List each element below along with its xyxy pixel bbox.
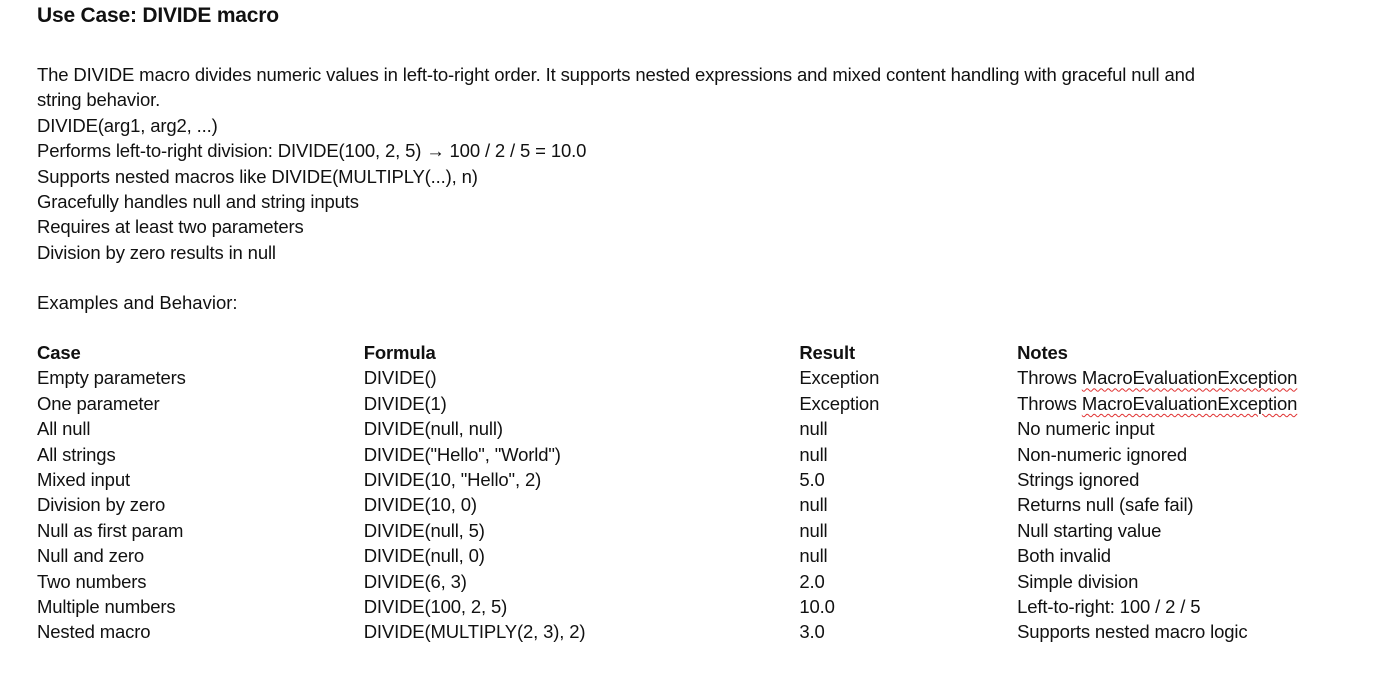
cell-formula: DIVIDE(1) xyxy=(363,392,447,414)
cell-notes: Returns null (safe fail) xyxy=(1017,494,1194,516)
cell-result: null xyxy=(799,545,828,567)
table-row xyxy=(37,442,1357,467)
cell-formula: DIVIDE(MULTIPLY(2, 3), 2) xyxy=(363,621,586,643)
cell-formula: DIVIDE(6, 3) xyxy=(363,570,467,592)
cell-case: Mixed input xyxy=(37,469,130,491)
table-row xyxy=(37,416,1357,441)
cell-formula: DIVIDE(10, "Hello", 2) xyxy=(363,469,542,491)
cell-case: Multiple numbers xyxy=(37,596,176,618)
cell-result: Exception xyxy=(799,392,880,414)
table-row xyxy=(37,594,1357,619)
cell-result: null xyxy=(799,443,828,465)
table-row xyxy=(37,467,1357,492)
point-min-parameters: Requires at least two parameters xyxy=(37,216,304,238)
notes-prefix: Throws xyxy=(1017,392,1082,414)
table-row xyxy=(37,365,1357,390)
cell-case: Null as first param xyxy=(37,519,184,541)
cell-notes: Supports nested macro logic xyxy=(1017,621,1248,643)
cell-formula: DIVIDE(100, 2, 5) xyxy=(363,596,508,618)
spellcheck-flagged-word[interactable]: MacroEvaluationException xyxy=(1081,392,1298,414)
header-result: Result xyxy=(799,342,855,363)
cell-notes xyxy=(1017,391,1357,416)
cell-notes xyxy=(1017,365,1357,390)
description-line-1: The DIVIDE macro divides numeric values in left-to-right order. It supports nested expressions and mixed content handling with graceful null and xyxy=(37,64,1195,85)
cell-result: null xyxy=(799,418,828,440)
cell-notes: No numeric input xyxy=(1017,418,1155,440)
cell-result: 3.0 xyxy=(799,621,825,643)
cell-notes: Both invalid xyxy=(1017,545,1111,567)
cell-result: 5.0 xyxy=(799,469,825,491)
cell-result: Exception xyxy=(799,367,880,389)
examples-table xyxy=(37,340,1357,645)
examples-heading: Examples and Behavior: xyxy=(37,292,238,313)
table-row xyxy=(37,543,1357,568)
point-nested-macros: Supports nested macros like DIVIDE(MULTIPLY(...), n) xyxy=(37,165,478,187)
table-row xyxy=(37,569,1357,594)
header-case: Case xyxy=(37,342,81,363)
macro-signature: DIVIDE(arg1, arg2, ...) xyxy=(37,114,218,136)
point-division-by-zero: Division by zero results in null xyxy=(37,241,276,263)
cell-result: null xyxy=(799,494,828,516)
cell-case: Empty parameters xyxy=(37,367,186,389)
cell-notes: Non-numeric ignored xyxy=(1017,443,1187,465)
point-left-to-right: Performs left-to-right division: DIVIDE(100, 2, 5) → 100 / 2 / 5 = 10.0 xyxy=(37,140,587,162)
description-line-2: string behavior. xyxy=(37,89,161,111)
cell-case: All strings xyxy=(37,443,116,465)
cell-case: Two numbers xyxy=(37,570,147,592)
cell-case: Division by zero xyxy=(37,494,166,516)
cell-formula: DIVIDE("Hello", "World") xyxy=(363,443,561,465)
cell-notes: Null starting value xyxy=(1017,519,1162,541)
cell-notes: Strings ignored xyxy=(1017,469,1140,491)
cell-case: All null xyxy=(37,418,91,440)
cell-result: null xyxy=(799,519,828,541)
cell-notes: Left-to-right: 100 / 2 / 5 xyxy=(1017,596,1201,618)
cell-case: One parameter xyxy=(37,392,160,414)
header-notes: Notes xyxy=(1017,342,1068,363)
cell-formula: DIVIDE(null, 5) xyxy=(363,519,485,541)
cell-result: 10.0 xyxy=(799,596,835,618)
cell-case: Nested macro xyxy=(37,621,151,643)
point-null-string-handling: Gracefully handles null and string inputs xyxy=(37,191,359,213)
document-title: Use Case: DIVIDE macro xyxy=(37,4,279,27)
cell-notes: Simple division xyxy=(1017,570,1139,592)
table-row xyxy=(37,492,1357,517)
table-row xyxy=(37,619,1357,644)
notes-prefix: Throws xyxy=(1017,367,1082,389)
table-row xyxy=(37,391,1357,416)
intro-section xyxy=(37,62,1357,265)
cell-formula: DIVIDE(10, 0) xyxy=(363,494,477,516)
cell-case: Null and zero xyxy=(37,545,145,567)
cell-formula: DIVIDE(null, 0) xyxy=(363,545,485,567)
cell-result: 2.0 xyxy=(799,570,825,592)
table-header-row xyxy=(37,340,1357,365)
table-row xyxy=(37,518,1357,543)
header-formula: Formula xyxy=(363,342,436,363)
spellcheck-flagged-word[interactable]: MacroEvaluationException xyxy=(1081,367,1298,389)
cell-formula: DIVIDE(null, null) xyxy=(363,418,503,440)
cell-formula: DIVIDE() xyxy=(363,367,437,389)
